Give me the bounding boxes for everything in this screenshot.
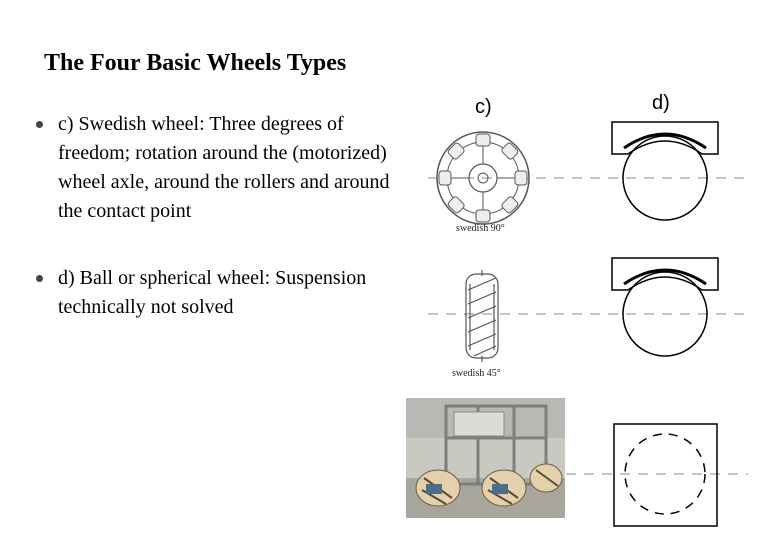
ball-wheel-icon [612,258,718,356]
slide-title: The Four Basic Wheels Types [44,50,347,76]
column-label-d: d) [652,92,670,114]
swedish-45-wheel-icon [466,270,498,362]
bullet-text: d) Ball or spherical wheel: Suspension technically not solved [58,267,367,318]
caption-swedish-45: swedish 45° [452,368,501,379]
bullet-text: c) Swedish wheel: Three degrees of freedom; rotation around the (motorized) wheel axle, around the rollers and around the contact point [58,113,390,222]
ball-wheel-top-view-icon [614,424,717,526]
ball-wheel-icon [612,122,718,220]
caption-swedish-90: swedish 90° [456,223,505,234]
robot-photo-image [406,398,565,518]
column-label-c: c) [475,96,492,118]
robot-photo [406,398,565,518]
